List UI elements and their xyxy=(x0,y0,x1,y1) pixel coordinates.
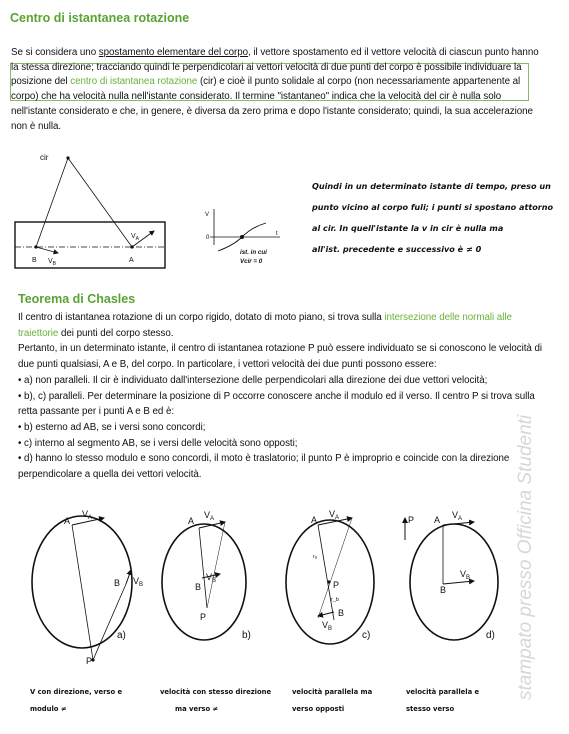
line-apb xyxy=(318,525,334,620)
text-run: posizione del xyxy=(11,76,71,88)
caption-d xyxy=(406,684,479,718)
caption-line: stesso verso xyxy=(406,705,455,713)
label-p: P xyxy=(333,580,340,590)
b-label: B xyxy=(32,257,37,264)
graph-note1: ist. in cui xyxy=(240,249,267,256)
label-b: B xyxy=(440,585,447,595)
label-vb: $V_B$ xyxy=(460,569,471,581)
label-rb: r_b xyxy=(331,597,339,603)
label-vb: $V_B$ xyxy=(133,576,144,588)
green-term: intersezione delle normali alle xyxy=(384,312,512,323)
label-va: $V_A$ xyxy=(82,509,93,521)
tag-b: b) xyxy=(242,630,251,641)
text-line: corpo) che ha velocità nulla nell'istante considerato. Il termine "istantaneo" indica che la velocità del cir è nulla solo xyxy=(11,91,502,103)
bullet-a: • a) non paralleli. Il cir è individuato dall'intersezione delle perpendicolari alla direzione dei due vettori velocità; xyxy=(18,374,488,386)
watermark: stampato presso Officina Studenti xyxy=(515,414,536,700)
tag-d: d) xyxy=(486,630,495,641)
cir-figure xyxy=(10,150,170,280)
label-a: A xyxy=(188,516,195,526)
tag-a: a) xyxy=(117,630,126,641)
caption-line: velocità con stesso direzione xyxy=(160,688,272,696)
paragraph-cir xyxy=(11,46,559,134)
velocity-graph xyxy=(200,205,285,280)
bullet-bc: • b), c) paralleli. Per determinare la posizione di P occorre conoscere anche il modulo ed il verso. Il centro P si trova sulla xyxy=(18,390,535,402)
bullet-b: • b) esterno ad AB, se i versi sono concordi; xyxy=(18,421,206,433)
diagram-b xyxy=(162,510,251,641)
label-b: B xyxy=(195,582,202,592)
bullet-c: • c) interno al segmento AB, se i versi delle velocità sono opposti; xyxy=(18,437,298,449)
va-arrow-b xyxy=(199,522,225,528)
chasles-diagrams xyxy=(0,500,520,675)
hand-line: Quindi in un determinato istante di tempo, preso un xyxy=(312,181,551,191)
vb-label: $V_B$ xyxy=(48,258,57,267)
label-vb: $V_B$ xyxy=(206,572,217,584)
normal-line-a xyxy=(72,525,93,660)
graph-note2: Vcir = 0 xyxy=(240,258,263,265)
label-a: A xyxy=(434,515,441,525)
hand-line: punto vicino al corpo fuli; i punti si spostano attorno xyxy=(312,202,554,212)
hand-line: al cir. In quell'istante la v in cir è nulla ma xyxy=(312,223,504,233)
cir-point xyxy=(66,156,69,159)
graph-t-label: t xyxy=(276,231,278,237)
label-p: P xyxy=(200,612,207,622)
caption-line: velocità parallela ma xyxy=(292,688,373,696)
text-line: Pertanto, in un determinato istante, il centro di istantanea rotazione P può essere individuato se si conoscono le velocità di xyxy=(18,343,542,355)
body-outline-d xyxy=(410,524,498,640)
label-ra: rₐ xyxy=(313,554,317,560)
label-b: B xyxy=(114,578,121,588)
caption-b xyxy=(160,684,271,718)
tip-line-b xyxy=(207,522,225,608)
text-line: la stessa direzione; tracciando quindi le perpendicolari ai vettori velocità di due punti del corpo è possibile individuare la xyxy=(11,61,522,73)
normal-a xyxy=(68,158,132,247)
handwritten-note xyxy=(312,176,562,260)
graph-v-label: V xyxy=(205,212,210,218)
normal-b xyxy=(36,158,68,247)
diagram-d xyxy=(405,510,498,641)
text-line: retta passante per i punti A e B ed è: xyxy=(18,406,175,418)
label-va: $V_A$ xyxy=(452,510,463,522)
label-p: P xyxy=(86,656,93,666)
section-title-cir: Centro di istantanea rotazione xyxy=(10,11,190,25)
vb-arrow-a xyxy=(126,570,131,584)
text-line: due punti qualsiasi, A e B, del corpo. In particolare, i vettori velocità dei due punti possono essere: xyxy=(18,359,437,371)
hand-line: all'ist. precedente e successivo è ≠ 0 xyxy=(312,244,482,254)
point-a xyxy=(130,245,133,248)
caption-line: V con direzione, verso e xyxy=(30,688,123,696)
text-run: dei punti del corpo stesso. xyxy=(58,327,174,339)
tip-line-c xyxy=(318,518,352,618)
text-run: Se si considera uno xyxy=(11,47,99,58)
diagram-a xyxy=(32,509,143,666)
caption-line: verso opposti xyxy=(292,705,345,713)
cir-label: cir xyxy=(40,153,49,162)
body-rect xyxy=(15,222,165,268)
link-spostamento[interactable]: spostamento elementare del corpo xyxy=(98,47,249,58)
vb-arrow-d xyxy=(443,581,474,584)
text-run: (cir) e cioè il punto solidale al corpo (non necessariamente appartenente al xyxy=(197,76,521,88)
caption-line: velocità parallela e xyxy=(406,688,480,696)
green-term: traiettorie xyxy=(18,327,59,339)
point-b xyxy=(34,245,37,248)
zero-point xyxy=(240,235,244,239)
vb-arrow-c xyxy=(318,612,334,616)
label-a: A xyxy=(64,516,71,526)
text-run: , il vettore spostamento ed il vettore velocità di ciascun punto hanno xyxy=(248,47,539,58)
caption-line: modulo ≠ xyxy=(30,705,67,713)
caption-c xyxy=(292,684,372,718)
text-line: perpendicolare a quella dei vettori velocità. xyxy=(18,469,202,481)
section-title-chasles: Teorema di Chasles xyxy=(18,292,136,306)
label-vb: $V_B$ xyxy=(322,620,333,632)
text-run: Il centro di istantanea rotazione di un corpo rigido, dotato di moto piano, si trova sulla xyxy=(18,312,385,323)
green-term: centro di istantanea rotazione xyxy=(70,76,198,88)
paragraph-chasles xyxy=(18,310,563,483)
line-apb xyxy=(199,528,207,608)
diagram-c xyxy=(286,509,374,644)
va-label: $V_A$ xyxy=(131,233,140,242)
caption-a xyxy=(30,684,122,718)
bullet-d: • d) hanno lo stesso modulo e sono concordi, il moto è traslatorio; il punto P è improprio e coincide con la direzione xyxy=(18,453,510,465)
vb-arrow xyxy=(36,247,58,253)
label-va: $V_A$ xyxy=(204,510,215,522)
tag-c: c) xyxy=(362,630,371,641)
text-line: nell'istante considerato e che, in genere, è diversa da zero prima e dopo l'istante considerato; quindi, la sua accelerazione xyxy=(11,105,533,117)
label-a: A xyxy=(311,515,318,525)
label-va: $V_A$ xyxy=(329,509,340,521)
graph-zero-label: 0 xyxy=(206,235,210,241)
a-label: A xyxy=(129,257,134,264)
label-b: B xyxy=(338,608,345,618)
caption-line: ma verso ≠ xyxy=(175,705,219,713)
label-p: P xyxy=(408,515,415,525)
text-line: non è nulla. xyxy=(11,120,62,132)
